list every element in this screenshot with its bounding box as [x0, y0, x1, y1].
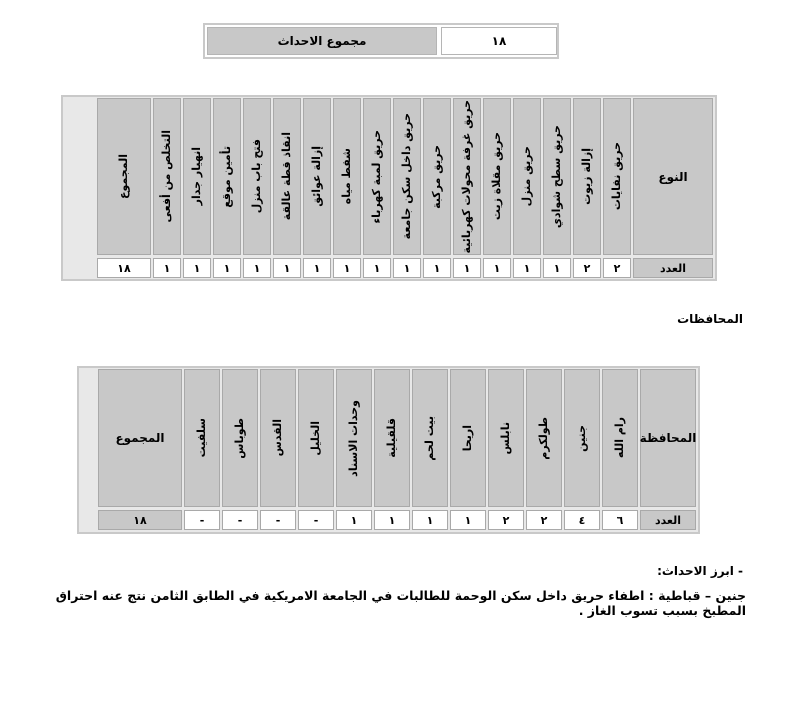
row-label: العدد [640, 510, 696, 530]
data-column [423, 98, 451, 278]
column-name: طولكرم [536, 416, 550, 460]
column-count: ١ [213, 258, 241, 278]
column-count: ١ [243, 258, 271, 278]
column-name: الخليل [308, 420, 322, 456]
column-header [184, 369, 220, 507]
governorates-table [77, 366, 700, 534]
highlights-title: - ابرز الاحداث: [657, 564, 743, 578]
column-count: ١ [333, 258, 361, 278]
data-column [483, 98, 511, 278]
column-header [213, 98, 241, 255]
data-column [488, 369, 524, 531]
column-count: ١ [183, 258, 211, 278]
header-label: المحافظة [639, 431, 697, 445]
column-count: ١ [450, 510, 486, 530]
column-count: ١ [363, 258, 391, 278]
column-name: اريحا [460, 424, 474, 452]
total-value: ١٨ [97, 258, 151, 278]
column-count: ١ [483, 258, 511, 278]
highlight-text: جنين – قباطية : اطفاء حريق داخل سكن الوحمة للطالبات في الجامعة الامريكية في الطابق الثامن نتج عنه احتراق المطبخ بسبب تسوب الغاز . [55, 588, 746, 618]
column-header [393, 98, 421, 255]
column-count: ٢ [488, 510, 524, 530]
column-name: بيت لحم [422, 415, 436, 461]
data-column [450, 369, 486, 531]
column-name: انهيار جدار [189, 147, 203, 206]
data-column [603, 98, 631, 278]
column-header [602, 369, 638, 507]
column-header [303, 98, 331, 255]
column-name: حريق منزل [519, 146, 533, 207]
data-column [543, 98, 571, 278]
column-count: ٦ [602, 510, 638, 530]
column-header [483, 98, 511, 255]
column-name: القدس [270, 419, 284, 457]
label-column [640, 369, 696, 531]
column-name: إزالة عوائق [309, 146, 323, 207]
column-header [153, 98, 181, 255]
column-name: انقاذ قطة عالقة [279, 132, 293, 221]
total-label: المجموع [115, 431, 165, 445]
column-name: حريق سطح شوادي [549, 124, 563, 229]
column-count: ١ [374, 510, 410, 530]
total-label: المجموع [116, 154, 130, 199]
column-header [412, 369, 448, 507]
column-name: تأمين موقع [219, 145, 233, 208]
total-header [97, 98, 151, 255]
column-header [298, 369, 334, 507]
data-column [183, 98, 211, 278]
data-column [273, 98, 301, 278]
data-column [412, 369, 448, 531]
column-header [374, 369, 410, 507]
data-column [513, 98, 541, 278]
total-column [97, 98, 151, 278]
column-header [603, 98, 631, 255]
column-count: - [298, 510, 334, 530]
column-count: ٢ [526, 510, 562, 530]
column-header [183, 98, 211, 255]
column-header [273, 98, 301, 255]
column-count: ١ [393, 258, 421, 278]
header-label: النوع [658, 169, 688, 184]
data-column [526, 369, 562, 531]
total-header [98, 369, 182, 507]
column-count: - [222, 510, 258, 530]
column-name: جنين [574, 424, 588, 452]
column-name: شفط مياه [339, 148, 353, 205]
column-count: ١ [273, 258, 301, 278]
column-name: فتح باب منزل [249, 139, 263, 214]
column-header [564, 369, 600, 507]
data-column [243, 98, 271, 278]
column-header [526, 369, 562, 507]
column-name: وحدات الاسناد [346, 399, 360, 477]
column-count: ٢ [603, 258, 631, 278]
data-column [298, 369, 334, 531]
data-column [363, 98, 391, 278]
column-name: طوباس [232, 417, 246, 459]
column-count: ٤ [564, 510, 600, 530]
data-column [573, 98, 601, 278]
data-column [153, 98, 181, 278]
column-count: - [184, 510, 220, 530]
data-column [184, 369, 220, 531]
data-column [333, 98, 361, 278]
summary-label: مجموع الاحداث [207, 27, 437, 55]
column-name: حريق مركبة [429, 144, 443, 209]
data-column [453, 98, 481, 278]
header-label-cell [633, 98, 713, 255]
label-column [633, 98, 713, 278]
column-header [488, 369, 524, 507]
column-header [336, 369, 372, 507]
column-name: قلقيلية [384, 418, 398, 458]
column-header [513, 98, 541, 255]
column-name: حريق داخل سكن جامعة [399, 113, 413, 240]
column-header [450, 369, 486, 507]
column-name: حريق غرفة محولات كهربائية [459, 99, 473, 254]
column-header [543, 98, 571, 255]
data-column [303, 98, 331, 278]
column-header [573, 98, 601, 255]
governorates-title: المحافظات [677, 312, 743, 326]
column-count: ١ [412, 510, 448, 530]
column-name: حريق نفايات [609, 142, 623, 211]
column-name: التخلص من أفعى [159, 130, 173, 223]
column-header [363, 98, 391, 255]
column-header [333, 98, 361, 255]
column-count: - [260, 510, 296, 530]
summary-value: ١٨ [441, 27, 557, 55]
incident-types-table [61, 95, 717, 281]
data-column [374, 369, 410, 531]
data-column [336, 369, 372, 531]
column-header [243, 98, 271, 255]
data-column [213, 98, 241, 278]
column-header [423, 98, 451, 255]
column-count: ١ [513, 258, 541, 278]
column-count: ١ [303, 258, 331, 278]
column-count: ١ [336, 510, 372, 530]
column-count: ٢ [573, 258, 601, 278]
data-column [393, 98, 421, 278]
column-name: حريق مقلاة زيت [489, 132, 503, 221]
summary-box [203, 23, 559, 59]
column-name: حريق لمبة كهرباء [369, 129, 383, 224]
data-column [564, 369, 600, 531]
column-header [260, 369, 296, 507]
column-name: سلفيت [194, 418, 208, 458]
column-count: ١ [423, 258, 451, 278]
column-name: إزالة زيوت [579, 148, 593, 205]
column-name: نابلس [498, 421, 512, 455]
total-column [98, 369, 182, 531]
column-name: رام الله [612, 417, 626, 459]
column-count: ١ [453, 258, 481, 278]
data-column [222, 369, 258, 531]
column-count: ١ [153, 258, 181, 278]
total-value: ١٨ [98, 510, 182, 530]
column-header [453, 98, 481, 255]
data-column [260, 369, 296, 531]
data-column [602, 369, 638, 531]
row-label: العدد [633, 258, 713, 278]
header-label-cell [640, 369, 696, 507]
column-count: ١ [543, 258, 571, 278]
column-header [222, 369, 258, 507]
